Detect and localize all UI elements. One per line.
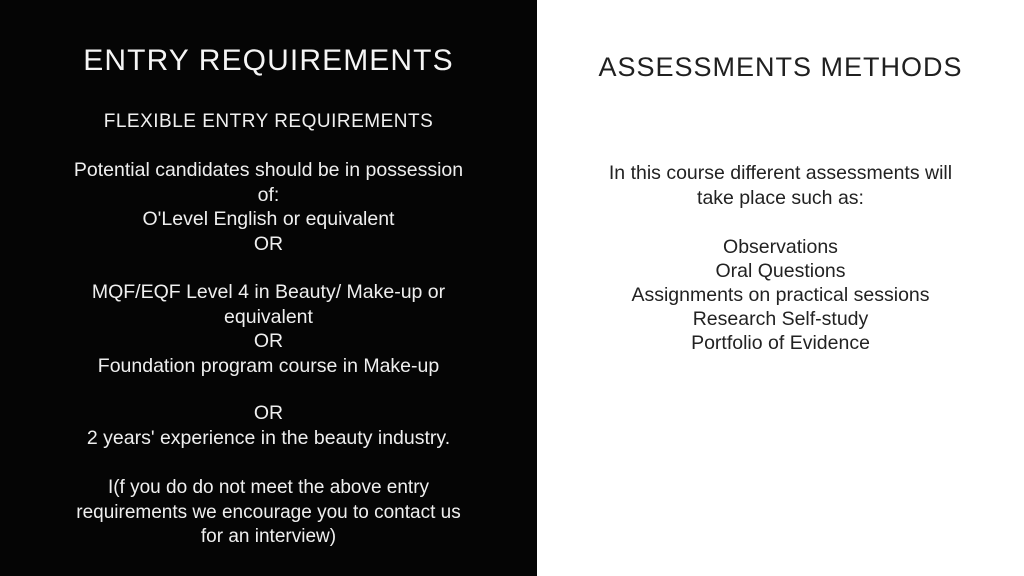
requirement-line: 2 years' experience in the beauty industry. bbox=[86, 426, 451, 449]
spacer bbox=[34, 256, 504, 280]
list-item: Portfolio of Evidence bbox=[691, 332, 870, 354]
requirement-line: O'Level English or equivalent bbox=[142, 208, 395, 230]
intro-line: take place such as: bbox=[697, 187, 864, 209]
list-item: Research Self-study bbox=[692, 308, 869, 330]
list-item: Observations bbox=[723, 236, 838, 258]
requirement-line: OR bbox=[253, 402, 284, 424]
requirement-line: equivalent bbox=[224, 305, 313, 328]
list-item: Oral Questions bbox=[715, 260, 846, 282]
list-item: Assignments on practical sessions bbox=[631, 284, 930, 306]
requirement-line: of: bbox=[257, 183, 280, 206]
assessments-intro bbox=[571, 161, 991, 211]
assessments-title: ASSESSMENTS METHODS bbox=[598, 52, 963, 82]
assessment-methods-list bbox=[571, 235, 991, 355]
requirement-line: Foundation program course in Make-up bbox=[97, 354, 440, 377]
requirement-line: Potential candidates should be in possession bbox=[73, 159, 464, 181]
requirement-line: OR bbox=[253, 330, 284, 352]
requirement-line: MQF/EQF Level 4 in Beauty/ Make-up or bbox=[91, 281, 446, 303]
page-title: ENTRY REQUIREMENTS bbox=[83, 44, 454, 77]
note-line: requirements we encourage you to contact us bbox=[76, 501, 461, 523]
intro-line: In this course different assessments will bbox=[608, 162, 953, 184]
requirement-line: OR bbox=[253, 232, 284, 255]
section-subtitle: FLEXIBLE ENTRY REQUIREMENTS bbox=[103, 111, 434, 132]
note-line: for an interview) bbox=[200, 526, 337, 547]
entry-requirements-body bbox=[34, 158, 504, 450]
note-line: I(f you do do not meet the above entry bbox=[107, 477, 430, 498]
spacer bbox=[34, 378, 504, 401]
entry-requirements-note bbox=[29, 476, 509, 550]
assessment-methods-panel bbox=[537, 0, 1024, 576]
